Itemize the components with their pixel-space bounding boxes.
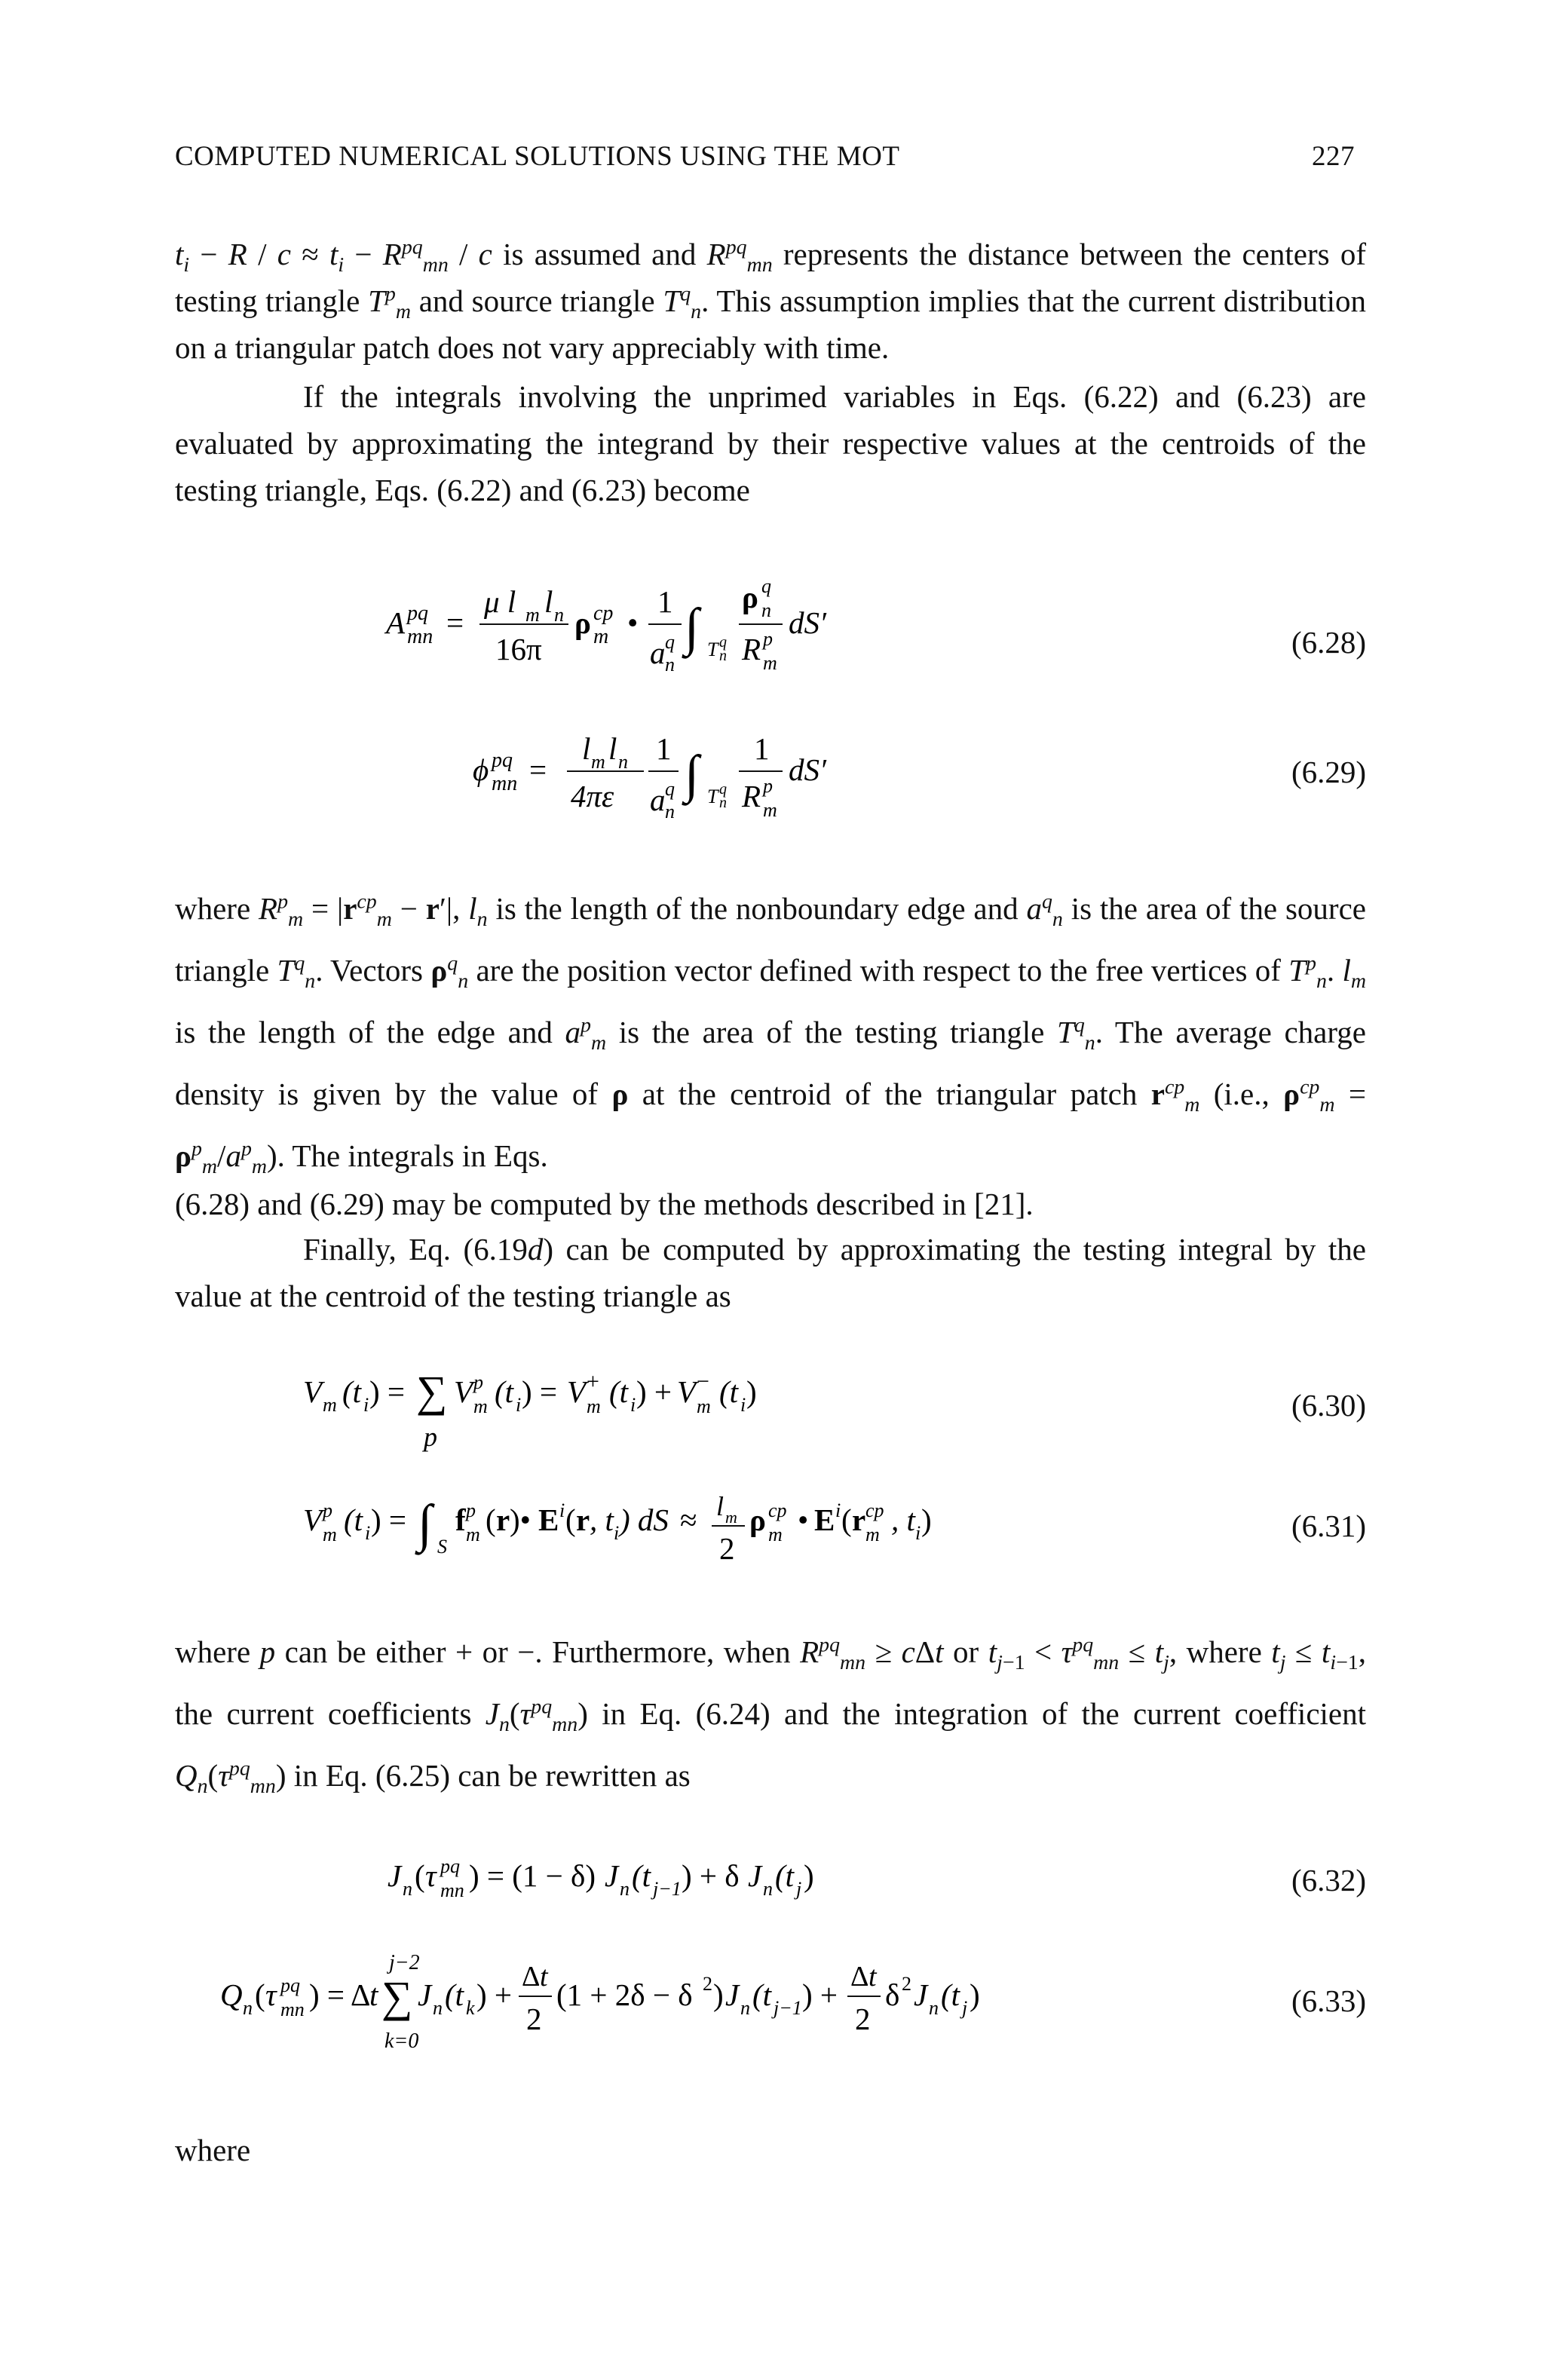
- svg-text:A: A: [386, 605, 406, 640]
- svg-text:m: m: [323, 1394, 337, 1416]
- svg-text:j: j: [796, 1878, 802, 1900]
- svg-text:−: −: [697, 1369, 709, 1394]
- svg-text:) =: ) =: [369, 1374, 406, 1409]
- svg-text:(t: (t: [344, 1502, 363, 1537]
- svg-text:m: m: [763, 799, 777, 821]
- svg-text:k: k: [466, 1997, 475, 2019]
- svg-text:) =: ) =: [371, 1502, 407, 1537]
- svg-text:cp: cp: [768, 1499, 787, 1521]
- svg-text:m: m: [323, 1524, 337, 1545]
- svg-text:p: p: [466, 1499, 476, 1521]
- svg-text:n: n: [554, 604, 564, 626]
- svg-text:(t: (t: [632, 1858, 651, 1893]
- svg-text:T: T: [707, 786, 718, 807]
- svg-text:q: q: [665, 631, 675, 653]
- svg-text:t: t: [540, 1961, 548, 1993]
- svg-text:V: V: [567, 1374, 587, 1409]
- svg-text:=: =: [446, 605, 464, 640]
- svg-text:1: 1: [754, 731, 770, 766]
- svg-text:(t: (t: [775, 1858, 795, 1893]
- svg-text:J: J: [725, 1977, 740, 2012]
- svg-text:) dS: ) dS: [620, 1502, 669, 1537]
- svg-text:i: i: [559, 1499, 565, 1521]
- svg-text:m: m: [593, 625, 609, 648]
- svg-text:ϕ: ϕ: [473, 752, 489, 787]
- svg-text:f: f: [455, 1502, 466, 1537]
- svg-text:m: m: [473, 1395, 488, 1417]
- svg-text:2: 2: [526, 2002, 542, 2036]
- svg-text:p: p: [763, 628, 773, 650]
- svg-text:i: i: [365, 1522, 371, 1544]
- svg-text:i: i: [915, 1522, 921, 1544]
- svg-text:r: r: [576, 1502, 590, 1537]
- svg-text:1: 1: [657, 584, 673, 619]
- svg-text:j−1: j−1: [774, 1997, 802, 2019]
- svg-text:(: (: [565, 1502, 576, 1537]
- svg-text:E: E: [538, 1502, 559, 1537]
- svg-text:) +: ) +: [636, 1374, 672, 1409]
- svg-text:): ): [921, 1502, 932, 1537]
- svg-text:mn: mn: [407, 625, 433, 648]
- svg-text:r: r: [852, 1502, 866, 1537]
- svg-text:(t: (t: [752, 1977, 772, 2012]
- svg-text:q: q: [719, 634, 727, 651]
- svg-text:pq: pq: [440, 1855, 460, 1877]
- svg-text:Q: Q: [220, 1977, 243, 2012]
- svg-text:n: n: [243, 1997, 253, 2019]
- svg-text:≈: ≈: [680, 1502, 697, 1537]
- svg-text:n: n: [761, 599, 771, 621]
- svg-text:l: l: [544, 584, 553, 619]
- equation-6-32: [175, 1839, 1366, 1953]
- svg-text:m: m: [525, 604, 540, 626]
- svg-text:q: q: [665, 778, 675, 800]
- svg-text:m: m: [768, 1524, 783, 1545]
- svg-text:n: n: [719, 648, 727, 664]
- svg-text:∫: ∫: [685, 599, 700, 657]
- svg-text:m: m: [763, 652, 777, 674]
- svg-text:V: V: [303, 1374, 323, 1409]
- svg-text:τ: τ: [265, 1977, 277, 2012]
- equation-number-6-28: (6.28): [1291, 625, 1366, 660]
- svg-text:=: =: [529, 752, 547, 787]
- svg-text:S: S: [437, 1536, 447, 1558]
- svg-text:cp: cp: [593, 602, 614, 625]
- equation-number-6-29: (6.29): [1291, 755, 1366, 789]
- equation-6-33-graphic: [175, 1937, 1230, 2066]
- svg-text:i: i: [740, 1394, 746, 1416]
- svg-text:2: 2: [855, 2002, 871, 2036]
- svg-text:) =: ) =: [522, 1374, 558, 1409]
- svg-text:Δ: Δ: [522, 1961, 541, 1993]
- svg-text:i: i: [614, 1522, 620, 1544]
- svg-text:) = Δ: ) = Δ: [309, 1977, 371, 2012]
- page-number: 227: [1312, 141, 1355, 172]
- svg-text:•: •: [798, 1502, 809, 1537]
- svg-text:(t: (t: [445, 1977, 464, 2012]
- svg-text:j−2: j−2: [389, 1951, 420, 1974]
- svg-text:mn: mn: [280, 1999, 305, 2020]
- svg-text:n: n: [433, 1997, 443, 2019]
- svg-text:a: a: [650, 783, 666, 817]
- svg-text:∑: ∑: [416, 1367, 448, 1416]
- svg-text:t: t: [868, 1961, 877, 1993]
- equation-number-6-32: (6.32): [1291, 1863, 1366, 1898]
- svg-text:, t: , t: [891, 1502, 915, 1537]
- svg-text:r: r: [496, 1502, 510, 1537]
- svg-text:) +: ) +: [476, 1977, 513, 2012]
- svg-text:cp: cp: [865, 1499, 884, 1521]
- svg-text:n: n: [763, 1878, 773, 1900]
- svg-text:ρ: ρ: [742, 580, 758, 614]
- svg-text:): ): [713, 1977, 724, 2012]
- svg-text:n: n: [665, 654, 675, 675]
- svg-text:E: E: [814, 1502, 835, 1537]
- equation-number-6-31: (6.31): [1291, 1509, 1366, 1543]
- svg-text:(t: (t: [609, 1374, 629, 1409]
- svg-text:mn: mn: [440, 1879, 464, 1901]
- svg-text:j: j: [962, 1997, 968, 2019]
- svg-text:n: n: [620, 1878, 630, 1900]
- equation-6-29: [175, 705, 1366, 822]
- svg-text:2: 2: [902, 1973, 911, 1995]
- svg-text:•: •: [627, 605, 639, 640]
- svg-text:J: J: [388, 1858, 402, 1893]
- svg-text:(t: (t: [342, 1374, 362, 1409]
- svg-text:μ l: μ l: [484, 584, 516, 619]
- svg-text:(t: (t: [495, 1374, 514, 1409]
- svg-text:n: n: [740, 1997, 750, 2019]
- svg-text:V: V: [677, 1374, 697, 1409]
- svg-text:a: a: [650, 636, 666, 670]
- svg-text:(t: (t: [941, 1977, 960, 2012]
- equation-6-29-graphic: [175, 705, 1230, 825]
- svg-text:q: q: [761, 575, 771, 597]
- svg-text:R: R: [742, 779, 761, 813]
- svg-text:m: m: [697, 1395, 711, 1417]
- svg-text:p: p: [323, 1499, 332, 1521]
- svg-text:l: l: [608, 731, 617, 766]
- paragraph-5: where p can be either + or −. Furthermore, when $R^{pq}_{mn} \ge c\Delta t$ or $t_{j-1} < \tau^{pq}_{mn} \le t_j$, where $t_j \le t_{i-1}$, the current coefficients $J_n(\tau^{pq}_{mn})$ in Eq. (6.24) and the integration of the current coefficient $Q_n(\tau^{pq}_{mn})$ in Eq. (6.25) can be rewritten as: [175, 1633, 1366, 1799]
- svg-text:(t: (t: [719, 1374, 739, 1409]
- equation-6-32-graphic: [175, 1839, 1230, 1922]
- svg-text:i: i: [516, 1394, 522, 1416]
- equation-6-28: [175, 558, 1366, 675]
- svg-text:m: m: [725, 1508, 737, 1527]
- svg-text:): ): [746, 1374, 757, 1409]
- svg-text:∫: ∫: [418, 1495, 433, 1553]
- svg-text:q: q: [719, 781, 727, 798]
- svg-text:ρ: ρ: [574, 605, 591, 640]
- svg-text:2: 2: [719, 1531, 735, 1566]
- svg-text:p: p: [763, 775, 773, 797]
- svg-text:J: J: [748, 1858, 762, 1893]
- svg-text:dS′: dS′: [789, 752, 826, 787]
- svg-text:pq: pq: [407, 602, 428, 625]
- svg-text:V: V: [303, 1502, 323, 1537]
- svg-text:m: m: [587, 1395, 601, 1417]
- equation-number-6-30: (6.30): [1291, 1388, 1366, 1423]
- svg-text:k=0: k=0: [384, 2029, 419, 2053]
- svg-text:4πε: 4πε: [571, 779, 614, 813]
- svg-text:(1 + 2δ − δ: (1 + 2δ − δ: [556, 1977, 693, 2012]
- svg-text:n: n: [719, 795, 727, 811]
- svg-text:(: (: [841, 1502, 852, 1537]
- svg-text:m: m: [591, 751, 605, 773]
- svg-text:τ: τ: [425, 1858, 437, 1893]
- svg-text:n: n: [665, 801, 675, 822]
- equation-number-6-33: (6.33): [1291, 1983, 1366, 2018]
- equation-6-33: [175, 1937, 1366, 2051]
- paragraph-3: where $R^p_m = |r^{cp}_m - r'|$, $l_n$ is the length of the nonboundary edge and $a^q_n$ is the area of the source triangle $T^q_n$. Vectors $\rho^q_n$ are the position vector defined with respect to the free vertices of $T^p_n$. $l_m$ is the length of the edge and $a^p_m$ is the area of the testing triangle $T^q_n$. The average charge density is given by the value of ρ at the centroid of the triangular patch $r^{cp}_m$ (i.e., $\rho^{cp}_m = \rho^p_m/a^p_m$). The integrals in Eqs. (6.28) and (6.29) may be computed by the methods described in [21].: [175, 890, 1367, 1221]
- svg-text:dS′: dS′: [789, 605, 826, 640]
- svg-text:p: p: [473, 1371, 483, 1393]
- paragraph-2: If the integrals involving the unprimed variables in Eqs. (6.22) and (6.23) are evaluated by approximating the integrand by their respective values at the centroids of the testing triangle, Eqs. (6.22) and (6.23) become: [175, 379, 1366, 507]
- svg-text:t: t: [369, 1977, 378, 2012]
- svg-text:(: (: [486, 1502, 496, 1537]
- svg-text:1: 1: [656, 731, 672, 766]
- svg-text:ρ: ρ: [749, 1502, 766, 1537]
- svg-text:mn: mn: [492, 772, 518, 795]
- svg-text:) +: ) +: [802, 1977, 838, 2012]
- running-header: COMPUTED NUMERICAL SOLUTIONS USING THE MOT: [175, 141, 900, 172]
- equation-6-28-graphic: [175, 558, 1230, 678]
- svg-text:, t: , t: [590, 1502, 614, 1537]
- svg-text:V: V: [454, 1374, 473, 1409]
- svg-text:J: J: [914, 1977, 928, 2012]
- svg-text:)•: )•: [510, 1502, 532, 1537]
- svg-text:) = (1 − δ): ) = (1 − δ): [469, 1858, 596, 1893]
- svg-text:J: J: [605, 1858, 619, 1893]
- svg-text:l: l: [716, 1491, 725, 1521]
- svg-text:n: n: [929, 1997, 939, 2019]
- svg-text:i: i: [835, 1499, 841, 1521]
- paragraph-1: $t_i - R / c \approx t_i - R^{pq}_{mn} / c$ is assumed and $R^{pq}_{mn}$ represents the distance between the centers of testing triangle $T^p_m$ and source triangle $T^q_n$. This assumption implies that the current distribution on a triangular patch does not vary appreciably with time.: [175, 235, 1366, 365]
- svg-text:(: (: [255, 1977, 265, 2012]
- svg-text:i: i: [363, 1394, 369, 1416]
- equation-6-31-graphic: [175, 1478, 1230, 1591]
- equation-6-31: [175, 1478, 1366, 1591]
- svg-text:∑: ∑: [381, 1972, 413, 2021]
- svg-text:n: n: [403, 1878, 412, 1900]
- svg-text:p: p: [424, 1422, 437, 1452]
- svg-text:pq: pq: [492, 749, 513, 772]
- svg-text:(: (: [415, 1858, 425, 1893]
- paragraph-4: Finally, Eq. (6.19d) can be computed by approximating the testing integral by the value at the centroid of the testing triangle as: [175, 1232, 1366, 1313]
- svg-text:) + δ: ) + δ: [682, 1858, 740, 1893]
- svg-text:δ: δ: [885, 1977, 900, 2012]
- svg-text:l: l: [582, 731, 591, 766]
- svg-text:R: R: [742, 632, 761, 666]
- svg-text:m: m: [466, 1524, 480, 1545]
- svg-text:pq: pq: [280, 1974, 300, 1996]
- svg-text:J: J: [418, 1977, 432, 2012]
- svg-text:i: i: [630, 1394, 636, 1416]
- equation-6-30: [175, 1357, 1366, 1470]
- svg-text:16π: 16π: [495, 632, 542, 666]
- svg-text:2: 2: [703, 1973, 712, 1995]
- svg-text:∫: ∫: [685, 746, 700, 804]
- svg-text:Δ: Δ: [850, 1961, 869, 1993]
- svg-text:T: T: [707, 639, 718, 660]
- svg-text:n: n: [618, 751, 628, 773]
- trailing-where: where: [175, 2133, 251, 2167]
- svg-text:): ): [970, 1977, 980, 2012]
- svg-text:): ): [804, 1858, 814, 1893]
- svg-text:m: m: [865, 1524, 880, 1545]
- equation-6-30-graphic: [175, 1357, 1230, 1470]
- svg-text:j−1: j−1: [653, 1878, 682, 1900]
- svg-text:+: +: [587, 1369, 599, 1394]
